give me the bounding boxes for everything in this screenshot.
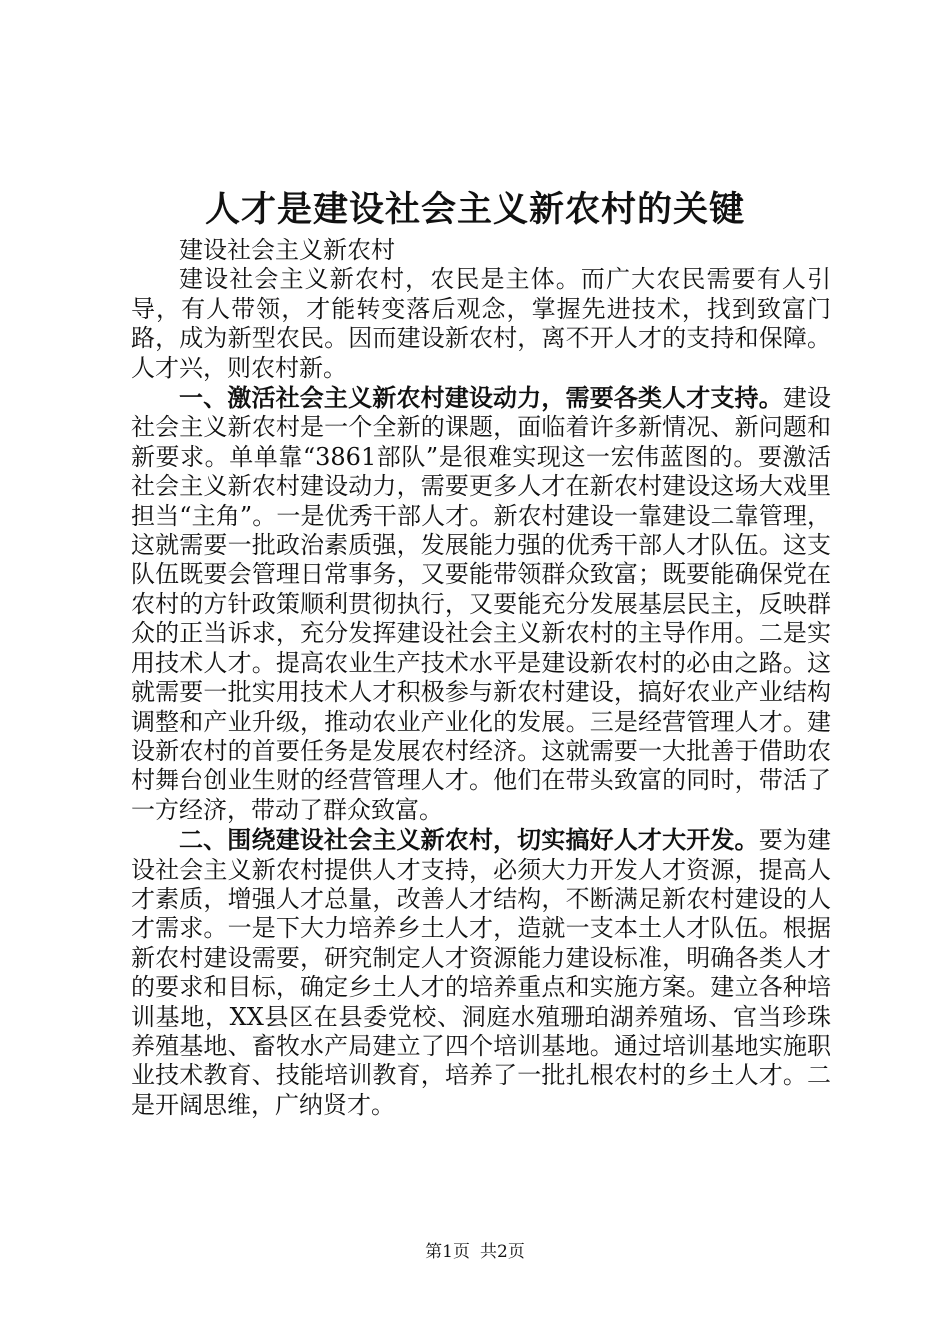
section-1-body: 建设社会主义新农村是一个全新的课题，面临着许多新情况、新问题和新要求。单单靠“3861部队”是很难实现这一宏伟蓝图的。要激活社会主义新农村建设动力，需要更多人才在新农村建设这场大戏里担当“主角”。一是优秀干部人才。新农村建设一靠建设二靠管理，这就需要一批政治素质强，发展能力强的优秀干部人才队伍。这支队伍既要会管理日常事务，又要能带领群众致富；既要能确保党在农村的方针政策顺利贯彻执行，又要能充分发展基层民主，反映群众的正当诉求，充分发挥建设社会主义新农村的主导作用。二是实用技术人才。提高农业生产技术水平是建设新农村的必由之路。这就需要一批实用技术人才积极参与新农村建设，搞好农业产业结构调整和产业升级，推动农业产业化的发展。三是经营管理人才。建设新农村的首要任务是发展农村经济。这就需要一大批善于借助农村舞台创业生财的经营管理人才。他们在带头致富的同时，带活了一方经济，带动了群众致富。 [131, 384, 832, 824]
section-1-heading: 一、激活社会主义新农村建设动力，需要各类人才支持。 [179, 383, 783, 413]
document-title: 人才是建设社会主义新农村的关键 [204, 189, 745, 230]
document-body [131, 236, 831, 1120]
section-2-body: 要为建设社会主义新农村提供人才支持，必须大力开发人才资源，提高人才素质，增强人才总量，改善人才结构，不断满足新农村建设的人才需求。一是下大力培养乡土人才，造就一支本土人才队伍。根据新农村建设需要，研究制定人才资源能力建设标准，明确各类人才的要求和目标，确定乡土人才的培养重点和实施方案。建立各种培训基地，XX县区在县委党校、洞庭水殖珊珀湖养殖场、官当珍珠养殖基地、畜牧水产局建立了四个培训基地。通过培训基地实施职业技术教育、技能培训教育，培养了一批扎根农村的乡土人才。二是开阔思维，广纳贤才。 [131, 826, 832, 1119]
section-2-heading: 二、围绕建设社会主义新农村，切实搞好人才大开发。 [179, 825, 759, 855]
section-2-paragraph [131, 825, 831, 1120]
page-footer [0, 1241, 950, 1263]
page-number-total: 共2页 [480, 1242, 525, 1262]
section-1-paragraph [131, 383, 831, 825]
subtitle-line: 建设社会主义新农村 [179, 236, 395, 264]
page-number-current: 第1页 [425, 1242, 470, 1262]
intro-paragraph: 建设社会主义新农村，农民是主体。而广大农民需要有人引导，有人带领，才能转变落后观念，掌握先进技术，找到致富门路，成为新型农民。因而建设新农村，离不开人才的支持和保障。人才兴，则农村新。 [131, 265, 831, 382]
